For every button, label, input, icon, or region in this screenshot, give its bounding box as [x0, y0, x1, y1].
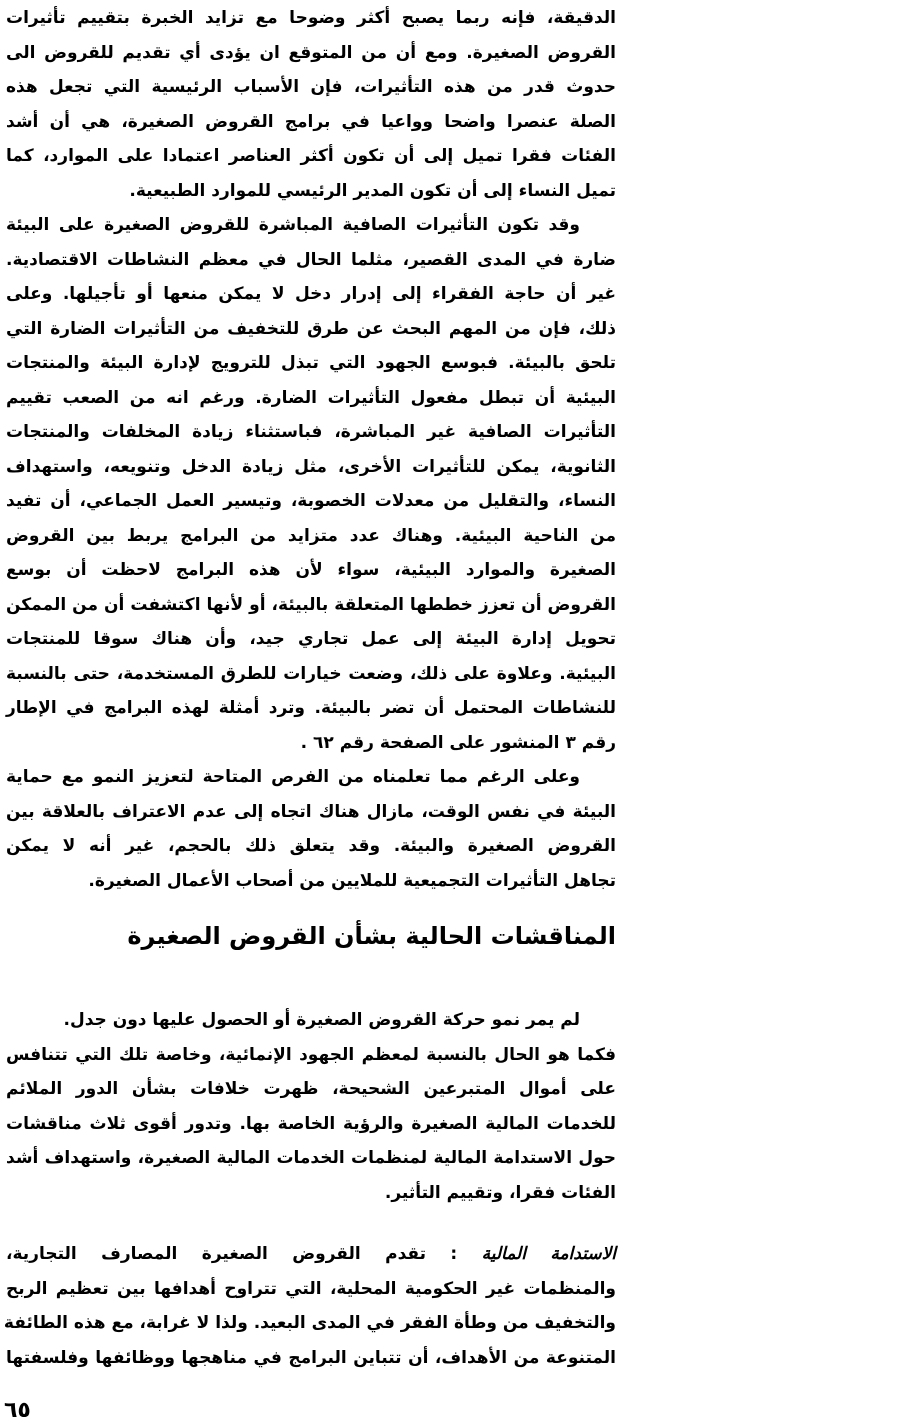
paragraph-line: حدوث قدر من هذه التأثيرات، فإن الأسباب الرئيسية التي تجعل هذه	[6, 77, 616, 97]
paragraph-line: الفئات فقرا، وتقييم التأثير.	[384, 1182, 616, 1203]
paragraph-line: البيئية. وعلاوة على ذلك، وضعت خيارات للطرق المستخدمة، حتى بالنسبة	[6, 663, 616, 684]
paragraph-line: ذلك، فإن من المهم البحث عن طرق للتخفيف من التأثيرات الضارة التي	[6, 318, 616, 339]
term-financial-sustainability: الاستدامة المالية	[481, 1244, 616, 1264]
paragraph-line: البيئة في نفس الوقت، مازال هناك اتجاه إلى عدم الاعتراف بالعلاقة بين	[6, 801, 616, 822]
paragraph-line: الفئات فقرا تميل إلى أن تكون أكثر العناصر اعتمادا على الموارد، كما	[6, 146, 616, 166]
paragraph-line: والمنظمات غير الحكومية المحلية، التي تتراوح أهدافها بين تعظيم الربح	[6, 1278, 616, 1299]
paragraph-line: للنشاطات المحتمل أن تضر بالبيئة. وترد أمثلة لهذه البرامج في الإطار	[6, 698, 616, 718]
paragraph-line: القروض الصغيرة. ومع أن من المتوقع ان يؤدى أي تقديم للقروض الى	[6, 42, 616, 63]
paragraph-line: فكما هو الحال بالنسبة لمعظم الجهود الإنمائية، وخاصة تلك التي تتنافس	[6, 1044, 616, 1065]
paragraph-line: تحويل إدارة البيئة إلى عمل تجاري جيد، وأن هناك سوقا للمنتجات	[6, 629, 616, 649]
paragraph-line: القروض الصغيرة والبيئة. وقد يتعلق ذلك بالحجم، غير أنه لا يمكن	[6, 836, 616, 856]
page-number: ٦٥	[4, 1398, 31, 1423]
paragraph-line: والتخفيف من وطأة الفقر في المدى البعيد. ولذا لا غرابة، مع هذه الطائفة	[3, 1313, 616, 1333]
paragraph-line: غير أن حاجة الفقراء إلى إدرار دخل لا يمكن منعها أو تأجيلها. وعلى	[6, 284, 616, 304]
paragraph-line: التأثيرات الصافية غير المباشرة، فباستثناء زيادة المخلفات والمنتجات	[6, 422, 616, 442]
paragraph-line: الدقيقة، فإنه ربما يصبح أكثر وضوحا مع تزايد الخبرة بتقييم تأثيرات	[6, 8, 616, 28]
paragraph-line: وعلى الرغم مما تعلمناه من الفرص المتاحة لتعزيز النمو مع حماية	[6, 767, 580, 787]
paragraph-line: تميل النساء إلى أن تكون المدير الرئيسي للموارد الطبيعية.	[129, 180, 616, 201]
paragraph-line: البيئية أن تبطل مفعول التأثيرات الضارة. ورغم انه من الصعب تقييم	[6, 387, 616, 408]
paragraph-line: لم يمر نمو حركة القروض الصغيرة أو الحصول عليها دون جدل.	[63, 1010, 580, 1030]
paragraph-line: حول الاستدامة المالية لمنظمات الخدمات المالية الصغيرة، واستهداف أشد	[6, 1148, 616, 1168]
paragraph-line: ضارة في المدى القصير، مثلما الحال في معظم النشاطات الاقتصادية.	[6, 249, 616, 270]
paragraph-line: للخدمات المالية الصغيرة والرؤية الخاصة بها. وتدور أقوى ثلاث مناقشات	[6, 1113, 616, 1134]
paragraph-line	[6, 1237, 616, 1272]
paragraph-line: تلحق بالبيئة. فبوسع الجهود التي تبذل للترويج لإدارة البيئة والمنتجات	[6, 353, 616, 373]
line-text: : تقدم القروض الصغيرة المصارف التجارية،	[6, 1244, 458, 1264]
body-text-section-1	[6, 1, 616, 898]
paragraph-line: المتنوعة من الأهداف، أن تتباين البرامج في مناهجها ووظائفها وفلسفتها	[6, 1347, 616, 1368]
body-text-section-3	[3, 1237, 616, 1375]
paragraph-line: الثانوية، يمكن للتأثيرات الأخرى، مثل زيادة الدخل وتنويعه، واستهداف	[6, 456, 616, 477]
paragraph-line: الصلة عنصرا واضحا وواعيا في برامج القروض الصغيرة، هي أن أشد	[6, 111, 616, 132]
paragraph-line: تجاهل التأثيرات التجميعية للملايين من أصحاب الأعمال الصغيرة.	[88, 870, 616, 891]
paragraph-line: القروض أن تعزز خططها المتعلقة بالبيئة، أو لأنها اكتشفت أن من الممكن	[6, 594, 616, 615]
body-text-section-2	[6, 1003, 616, 1210]
section-heading: المناقشات الحالية بشأن القروض الصغيرة	[127, 922, 616, 950]
paragraph-line: وقد تكون التأثيرات الصافية المباشرة للقروض الصغيرة على البيئة	[6, 215, 580, 235]
paragraph-line: على أموال المتبرعين الشحيحة، ظهرت خلافات بشأن الدور الملائم	[6, 1079, 616, 1099]
paragraph-line: النساء، والتقليل من معدلات الخصوبة، وتيسير العمل الجماعي، أن تفيد	[6, 491, 616, 511]
paragraph-line: من الناحية البيئية. وهناك عدد متزايد من البرامج يربط بين القروض	[6, 525, 616, 546]
paragraph-line: رقم ٣ المنشور على الصفحة رقم ٦٢ .	[300, 732, 616, 753]
paragraph-line: الصغيرة والموارد البيئية، سواء لأن هذه البرامج لاحظت أن بوسع	[6, 560, 616, 580]
